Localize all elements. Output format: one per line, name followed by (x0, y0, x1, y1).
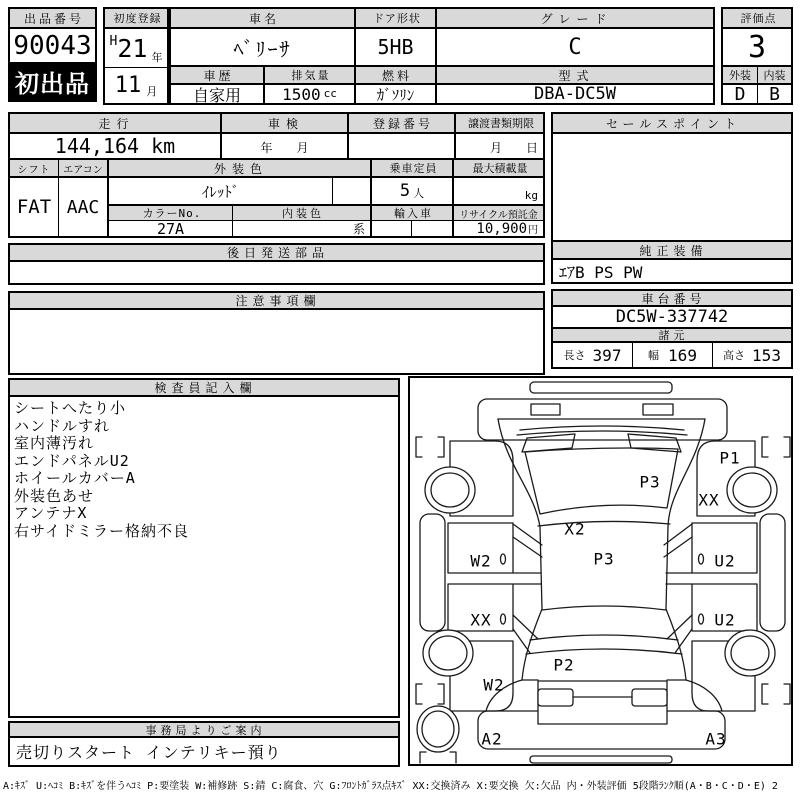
first-listing-badge: 初出品 (10, 62, 95, 100)
import-cell-b (411, 221, 452, 236)
mileage: 144,164 km (10, 134, 220, 160)
capacity-unit: 人 (413, 187, 425, 200)
exterior-label: 外装 (723, 67, 757, 85)
registration-number-label: 登録番号 (347, 114, 454, 134)
damage-marker-p3: P3 (639, 472, 661, 492)
fuel: ｶﾞｿﾘﾝ (354, 85, 435, 103)
capacity (370, 178, 452, 206)
door-shape: 5HB (354, 29, 435, 67)
history: 自家用 (192, 85, 241, 103)
registration-number (347, 134, 454, 160)
grade-label: グレード (435, 9, 713, 29)
import-label: 輸入車 (370, 206, 452, 221)
note-line: ホイールカバーA (14, 469, 136, 487)
spec-width-label: 幅 (648, 349, 660, 362)
damage-marker-x2: X2 (564, 519, 586, 539)
month-value: 11 (114, 73, 142, 98)
sales-point-label: セールスポイント (553, 114, 791, 134)
spec-height (712, 343, 791, 367)
shift: FAT (16, 196, 52, 218)
damage-marker-a2: A2 (481, 729, 503, 749)
exterior-color-sub (332, 178, 370, 206)
note-line: エンドパネルU2 (14, 451, 130, 470)
exterior-grade: D (734, 85, 746, 103)
damage-marker-w2: W2 (483, 675, 505, 695)
interior-color-label: 内装色 (232, 206, 370, 221)
year-value: 21 (117, 33, 148, 63)
lot-box (8, 7, 97, 102)
score-box (721, 7, 793, 105)
max-load: kg (452, 178, 543, 206)
damage-marker-p1: P1 (719, 448, 741, 468)
inspector-box (8, 378, 400, 718)
model-label: 型式 (435, 67, 713, 85)
specs-label: 諸元 (553, 329, 791, 343)
score-label: 評価点 (723, 9, 791, 29)
ac: AAC (58, 178, 107, 236)
damage-marker-w2: W2 (470, 551, 492, 571)
office-box (8, 721, 400, 767)
displacement-unit: cc (323, 87, 337, 100)
inspector-label: 検査員記入欄 (10, 380, 398, 397)
door-shape-label: ドア形状 (354, 9, 435, 29)
recycle-deposit (452, 221, 543, 236)
era-letter: H (109, 34, 118, 49)
spec-width (632, 343, 712, 367)
recycle-unit: 円 (528, 225, 538, 236)
car-name: ﾍﾞﾘｰｻ (171, 29, 354, 67)
spec-height-value: 153 (752, 345, 781, 365)
note-line: 外装色あせ (14, 486, 95, 505)
note-line: 右サイドミラー格納不良 (14, 521, 189, 540)
year-suffix: 年 (151, 51, 163, 64)
history-label: 車歴 (171, 67, 263, 85)
fuel-label: 燃料 (354, 67, 435, 85)
chassis-label: 車台番号 (553, 291, 791, 307)
damage-marker-a3: A3 (705, 729, 727, 749)
spec-length-label: 長さ (563, 349, 586, 362)
vehicle-info-box (169, 7, 715, 105)
note-line: アンテナX (14, 504, 88, 522)
inspector-notes-list (14, 400, 396, 712)
sales-point-box (551, 112, 793, 284)
damage-marker-xx: XX (698, 490, 720, 510)
lot-label: 出品番号 (10, 9, 95, 29)
transfer-deadline-label: 譲渡書類期限 (454, 114, 543, 134)
month-suffix: 月 (146, 85, 158, 98)
spec-length (553, 343, 632, 367)
first-registration-month (105, 68, 167, 103)
recycle-label: リサイクル預託金 (452, 206, 543, 221)
mileage-color-box (8, 112, 545, 238)
displacement (263, 85, 354, 103)
ac-label: エアコン (58, 160, 107, 178)
later-parts-content (10, 262, 543, 283)
inspection-placeholder: 年 月 (220, 134, 347, 160)
recycle-amount: 10,900 (476, 221, 527, 236)
note-line: ハンドルすれ (14, 416, 111, 435)
damage-marker-p2: P2 (553, 655, 575, 675)
lot-number: 90043 (13, 30, 92, 61)
later-parts-box (8, 243, 545, 285)
grade: C (435, 29, 713, 67)
damage-marker-u2: U2 (714, 551, 736, 571)
import-cell-a (370, 221, 411, 236)
chassis-number: DC5W-337742 (553, 307, 791, 329)
office-content: 売切りスタート インテリキー預り (16, 743, 282, 762)
interior-color: 系 (232, 221, 370, 236)
color-no-label: カラーNo. (107, 206, 232, 221)
capacity-value: 5 (399, 181, 411, 201)
shift-label: シフト (10, 160, 58, 178)
max-load-label: 最大積載量 (452, 160, 543, 178)
score: 3 (723, 29, 791, 67)
note-line: 室内薄汚れ (14, 434, 95, 452)
caution-content (10, 310, 543, 373)
damage-diagram-box (408, 376, 793, 766)
sales-point-content (553, 134, 791, 240)
damage-marker-u2: U2 (714, 610, 736, 630)
color-no: 27A (107, 221, 232, 236)
later-parts-label: 後日発送部品 (10, 245, 543, 262)
car-name-label: 車名 (171, 9, 354, 29)
chassis-box (551, 289, 793, 369)
interior-grade: B (757, 85, 791, 103)
inspection-label: 車検 (220, 114, 347, 134)
first-registration-label: 初度登録 (105, 9, 167, 29)
office-label: 事務局よりご案内 (10, 723, 398, 738)
equipment-label: 純正装備 (553, 240, 791, 260)
mileage-label: 走行 (10, 114, 220, 134)
displacement-value: 1500 (282, 85, 321, 103)
damage-marker-p3: P3 (593, 549, 615, 569)
model-code: DBA-DC5W (435, 85, 713, 103)
caution-box (8, 291, 545, 375)
exterior-color-label: 外装色 (107, 160, 370, 178)
note-line: シートへたり小 (14, 400, 127, 417)
capacity-label: 乗車定員 (370, 160, 452, 178)
diagram-markers (410, 378, 791, 764)
first-registration-box (103, 7, 169, 105)
transfer-deadline: 月 日 (454, 134, 543, 160)
displacement-label: 排気量 (263, 67, 354, 85)
caution-label: 注意事項欄 (10, 293, 543, 310)
damage-marker-xx: XX (470, 610, 492, 630)
spec-height-label: 高さ (723, 349, 746, 362)
spec-width-value: 169 (668, 345, 697, 365)
spec-length-value: 397 (592, 345, 622, 365)
legend-line: A:ｷｽﾞ U:ﾍｺﾐ B:ｷｽﾞを伴うﾍｺﾐ P:要塗装 W:補修跡 S:錆 C:腐食、穴 G:ﾌﾛﾝﾄｶﾞﾗｽ点ｷｽﾞ XX:交換済み X:要交換 欠:欠品 内・外装評価 5段階ﾗﾝｸ順(A・B・C・D・E) 2 (3, 781, 778, 792)
first-registration-year (105, 29, 167, 68)
interior-label: 内装 (757, 67, 791, 85)
equipment-content: ｴｱB PS PW (559, 262, 643, 282)
exterior-color: ｲﾚｯﾄﾞ (107, 178, 332, 206)
